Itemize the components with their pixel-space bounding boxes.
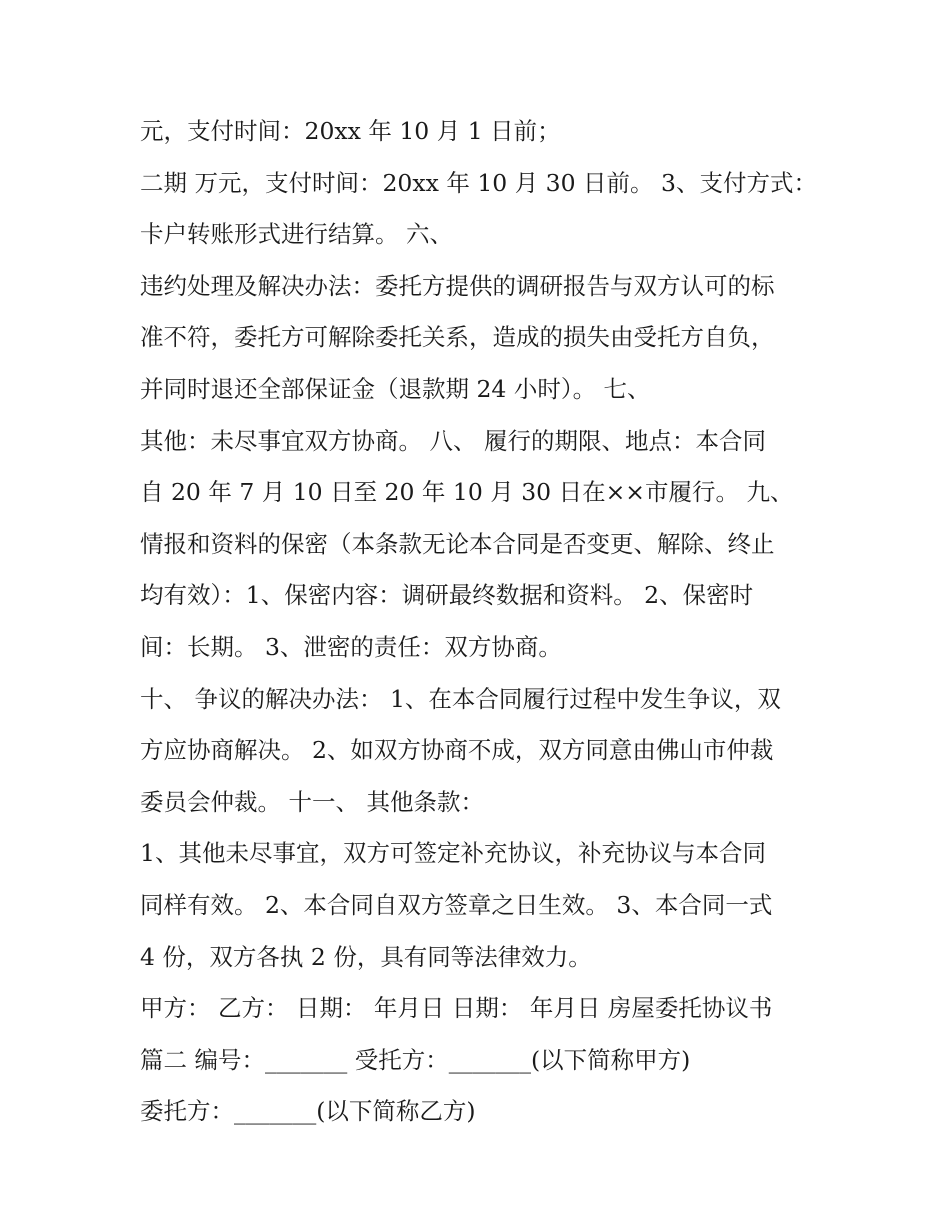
text-line: 其他：未尽事宜双方协商。 八、 履行的期限、地点：本合同: [140, 426, 766, 455]
text-line: 自 20 年 7 月 10 日至 20 年 10 月 30 日在××市履行。 九、: [140, 478, 794, 507]
text-line: 1、其他未尽事宜，双方可签定补充协议，补充协议与本合同: [140, 839, 766, 868]
text-line: 间：长期。 3、泄密的责任：双方协商。: [140, 632, 562, 661]
text-line: 准不符，委托方可解除委托关系，造成的损失由受托方自负，: [140, 323, 775, 352]
text-line: 委员会仲裁。 十一、 其他条款：: [140, 787, 484, 816]
text-line: 违约处理及解决办法：委托方提供的调研报告与双方认可的标: [140, 271, 775, 300]
text-line: 方应协商解决。 2、如双方协商不成，双方同意由佛山市仲裁: [140, 736, 774, 765]
text-line: 情报和资料的保密（本条款无论本合同是否变更、解除、终止: [140, 529, 775, 558]
text-line: 卡户转账形式进行结算。 六、: [140, 220, 453, 249]
text-line: 委托方：_______(以下简称乙方): [140, 1097, 476, 1126]
text-line: 二期 万元，支付时间：20xx 年 10 月 30 日前。 3、支付方式：: [140, 168, 817, 197]
text-line: 十、 争议的解决办法： 1、在本合同履行过程中发生争议，双: [140, 684, 781, 713]
text-line: 篇二 编号：_______ 受托方：_______(以下简称甲方): [140, 1045, 691, 1074]
text-line: 并同时退还全部保证金（退款期 24 小时）。 七、: [140, 374, 651, 403]
text-line: 甲方： 乙方： 日期： 年月日 日期： 年月日 房屋委托协议书: [140, 994, 773, 1023]
text-line: 4 份，双方各执 2 份，具有同等法律效力。: [140, 942, 592, 971]
text-line: 元，支付时间：20xx 年 10 月 1 日前；: [140, 117, 561, 145]
text-line: 均有效）：1、保密内容：调研最终数据和资料。 2、保密时: [140, 581, 754, 610]
document-body: [140, 106, 830, 1138]
text-line: 同样有效。 2、本合同自双方签章之日生效。 3、本合同一式: [140, 890, 773, 919]
